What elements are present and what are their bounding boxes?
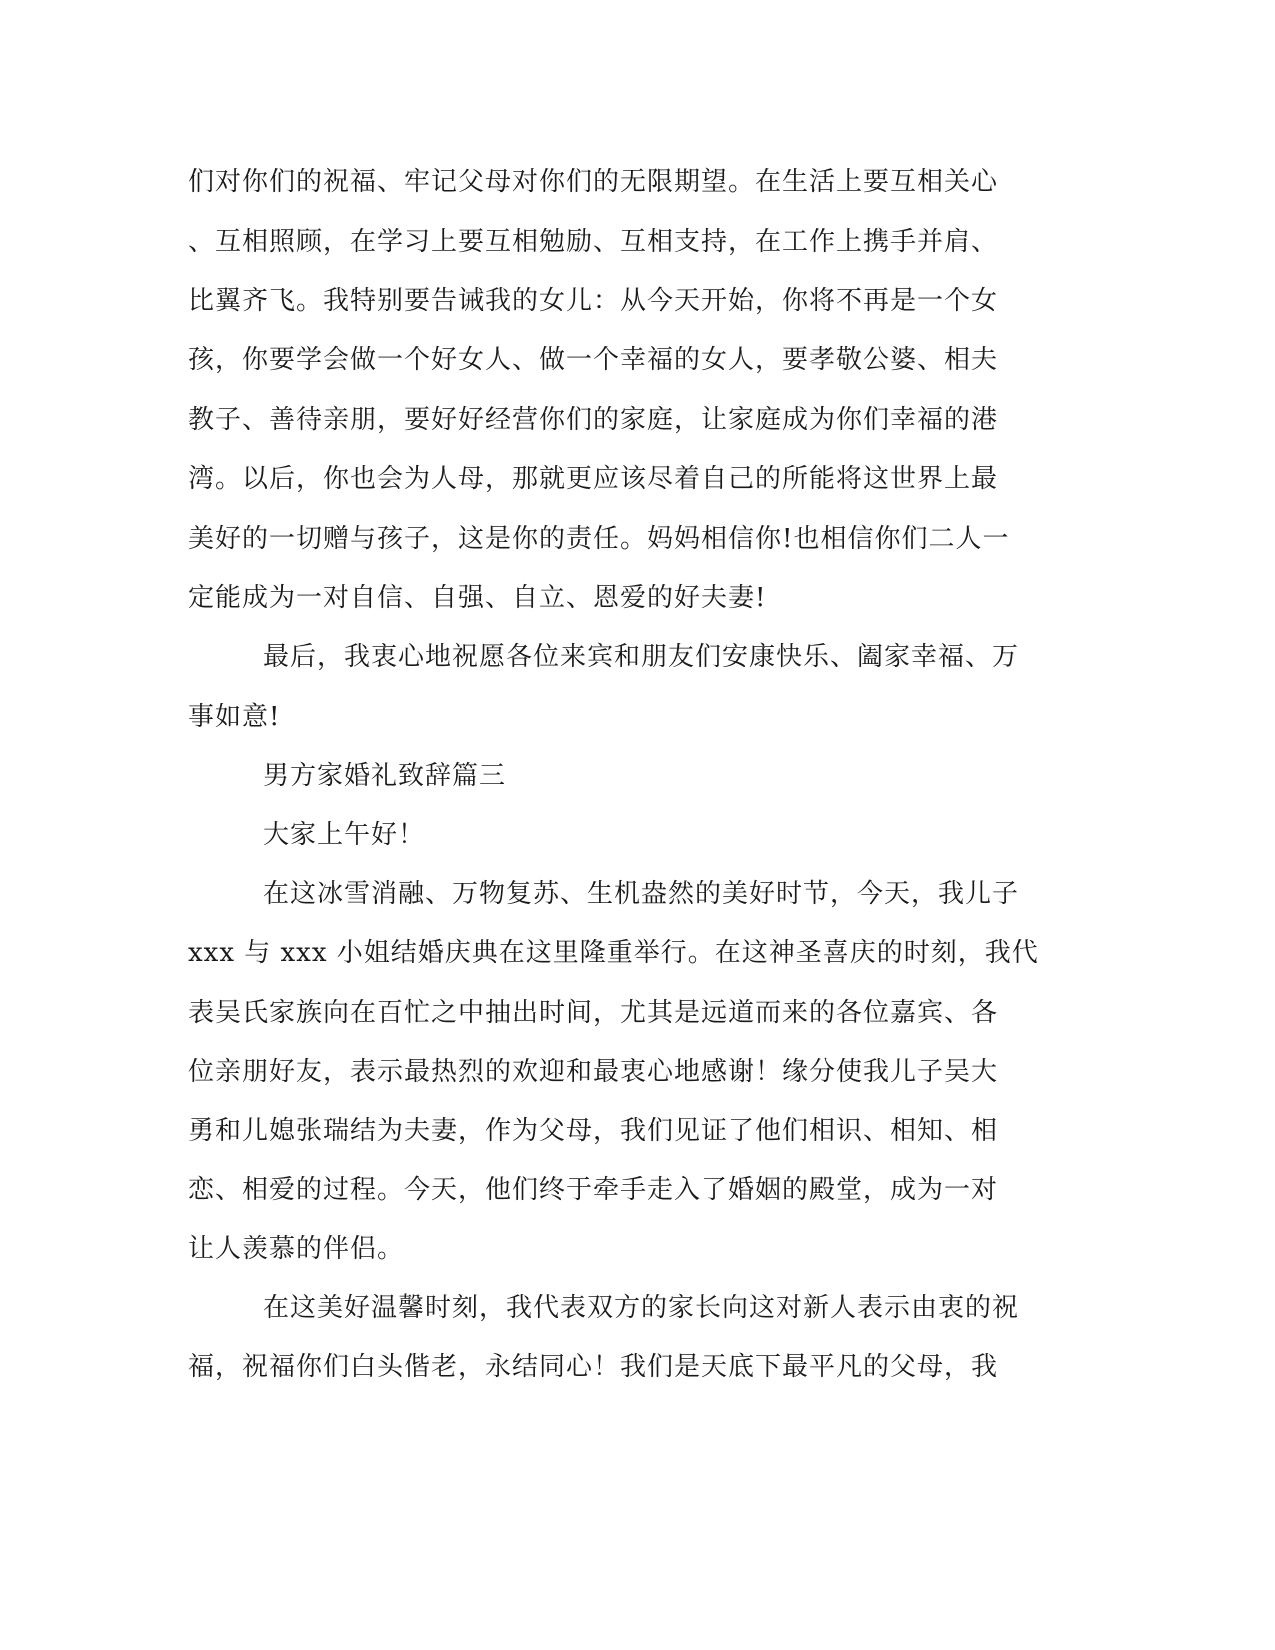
- text-line: 在这冰雪消融、万物复苏、生机盎然的美好时节，今天，我儿子: [263, 879, 1020, 909]
- text-line: 教子、善待亲朋，要好好经营你们的家庭，让家庭成为你们幸福的港: [188, 405, 999, 435]
- text-line: 美好的一切赠与孩子，这是你的责任。妈妈相信你!也相信你们二人一: [188, 524, 1010, 554]
- text-line: 勇和儿媳张瑞结为夫妻，作为父母，我们见证了他们相识、相知、相: [188, 1116, 999, 1146]
- text-line: 福，祝福你们白头偕老，永结同心！我们是天底下最平凡的父母，我: [188, 1352, 999, 1382]
- section-heading: 男方家婚礼致辞篇三: [263, 761, 507, 791]
- text-line: 定能成为一对自信、自强、自立、恩爱的好夫妻!: [188, 583, 767, 613]
- text-line: 恋、相爱的过程。今天，他们终于牵手走入了婚姻的殿堂，成为一对: [188, 1175, 999, 1205]
- text-line: xxx 与 xxx 小姐结婚庆典在这里隆重举行。在这神圣喜庆的时刻，我代: [188, 938, 1039, 968]
- text-line: 位亲朋好友，表示最热烈的欢迎和最衷心地感谢！缘分使我儿子吴大: [188, 1057, 999, 1087]
- text-line: 事如意!: [188, 702, 281, 732]
- greeting-line: 大家上午好！: [263, 820, 426, 850]
- text-line: 让人羡慕的伴侣。: [188, 1234, 405, 1264]
- text-line: 、互相照顾，在学习上要互相勉励、互相支持，在工作上携手并肩、: [188, 227, 999, 257]
- text-line: 比翼齐飞。我特别要告诫我的女儿：从今天开始，你将不再是一个女: [188, 286, 999, 316]
- text-line: 们对你们的祝福、牢记父母对你们的无限期望。在生活上要互相关心: [188, 167, 999, 197]
- text-line: 湾。以后，你也会为人母，那就更应该尽着自己的所能将这世界上最: [188, 464, 999, 494]
- text-line: 孩，你要学会做一个好女人、做一个幸福的女人，要孝敬公婆、相夫: [188, 345, 999, 375]
- text-line: 在这美好温馨时刻，我代表双方的家长向这对新人表示由衷的祝: [263, 1293, 1020, 1323]
- text-line: 最后，我衷心地祝愿各位来宾和朋友们安康快乐、阖家幸福、万: [263, 642, 1020, 672]
- text-line: 表吴氏家族向在百忙之中抽出时间，尤其是远道而来的各位嘉宾、各: [188, 998, 999, 1028]
